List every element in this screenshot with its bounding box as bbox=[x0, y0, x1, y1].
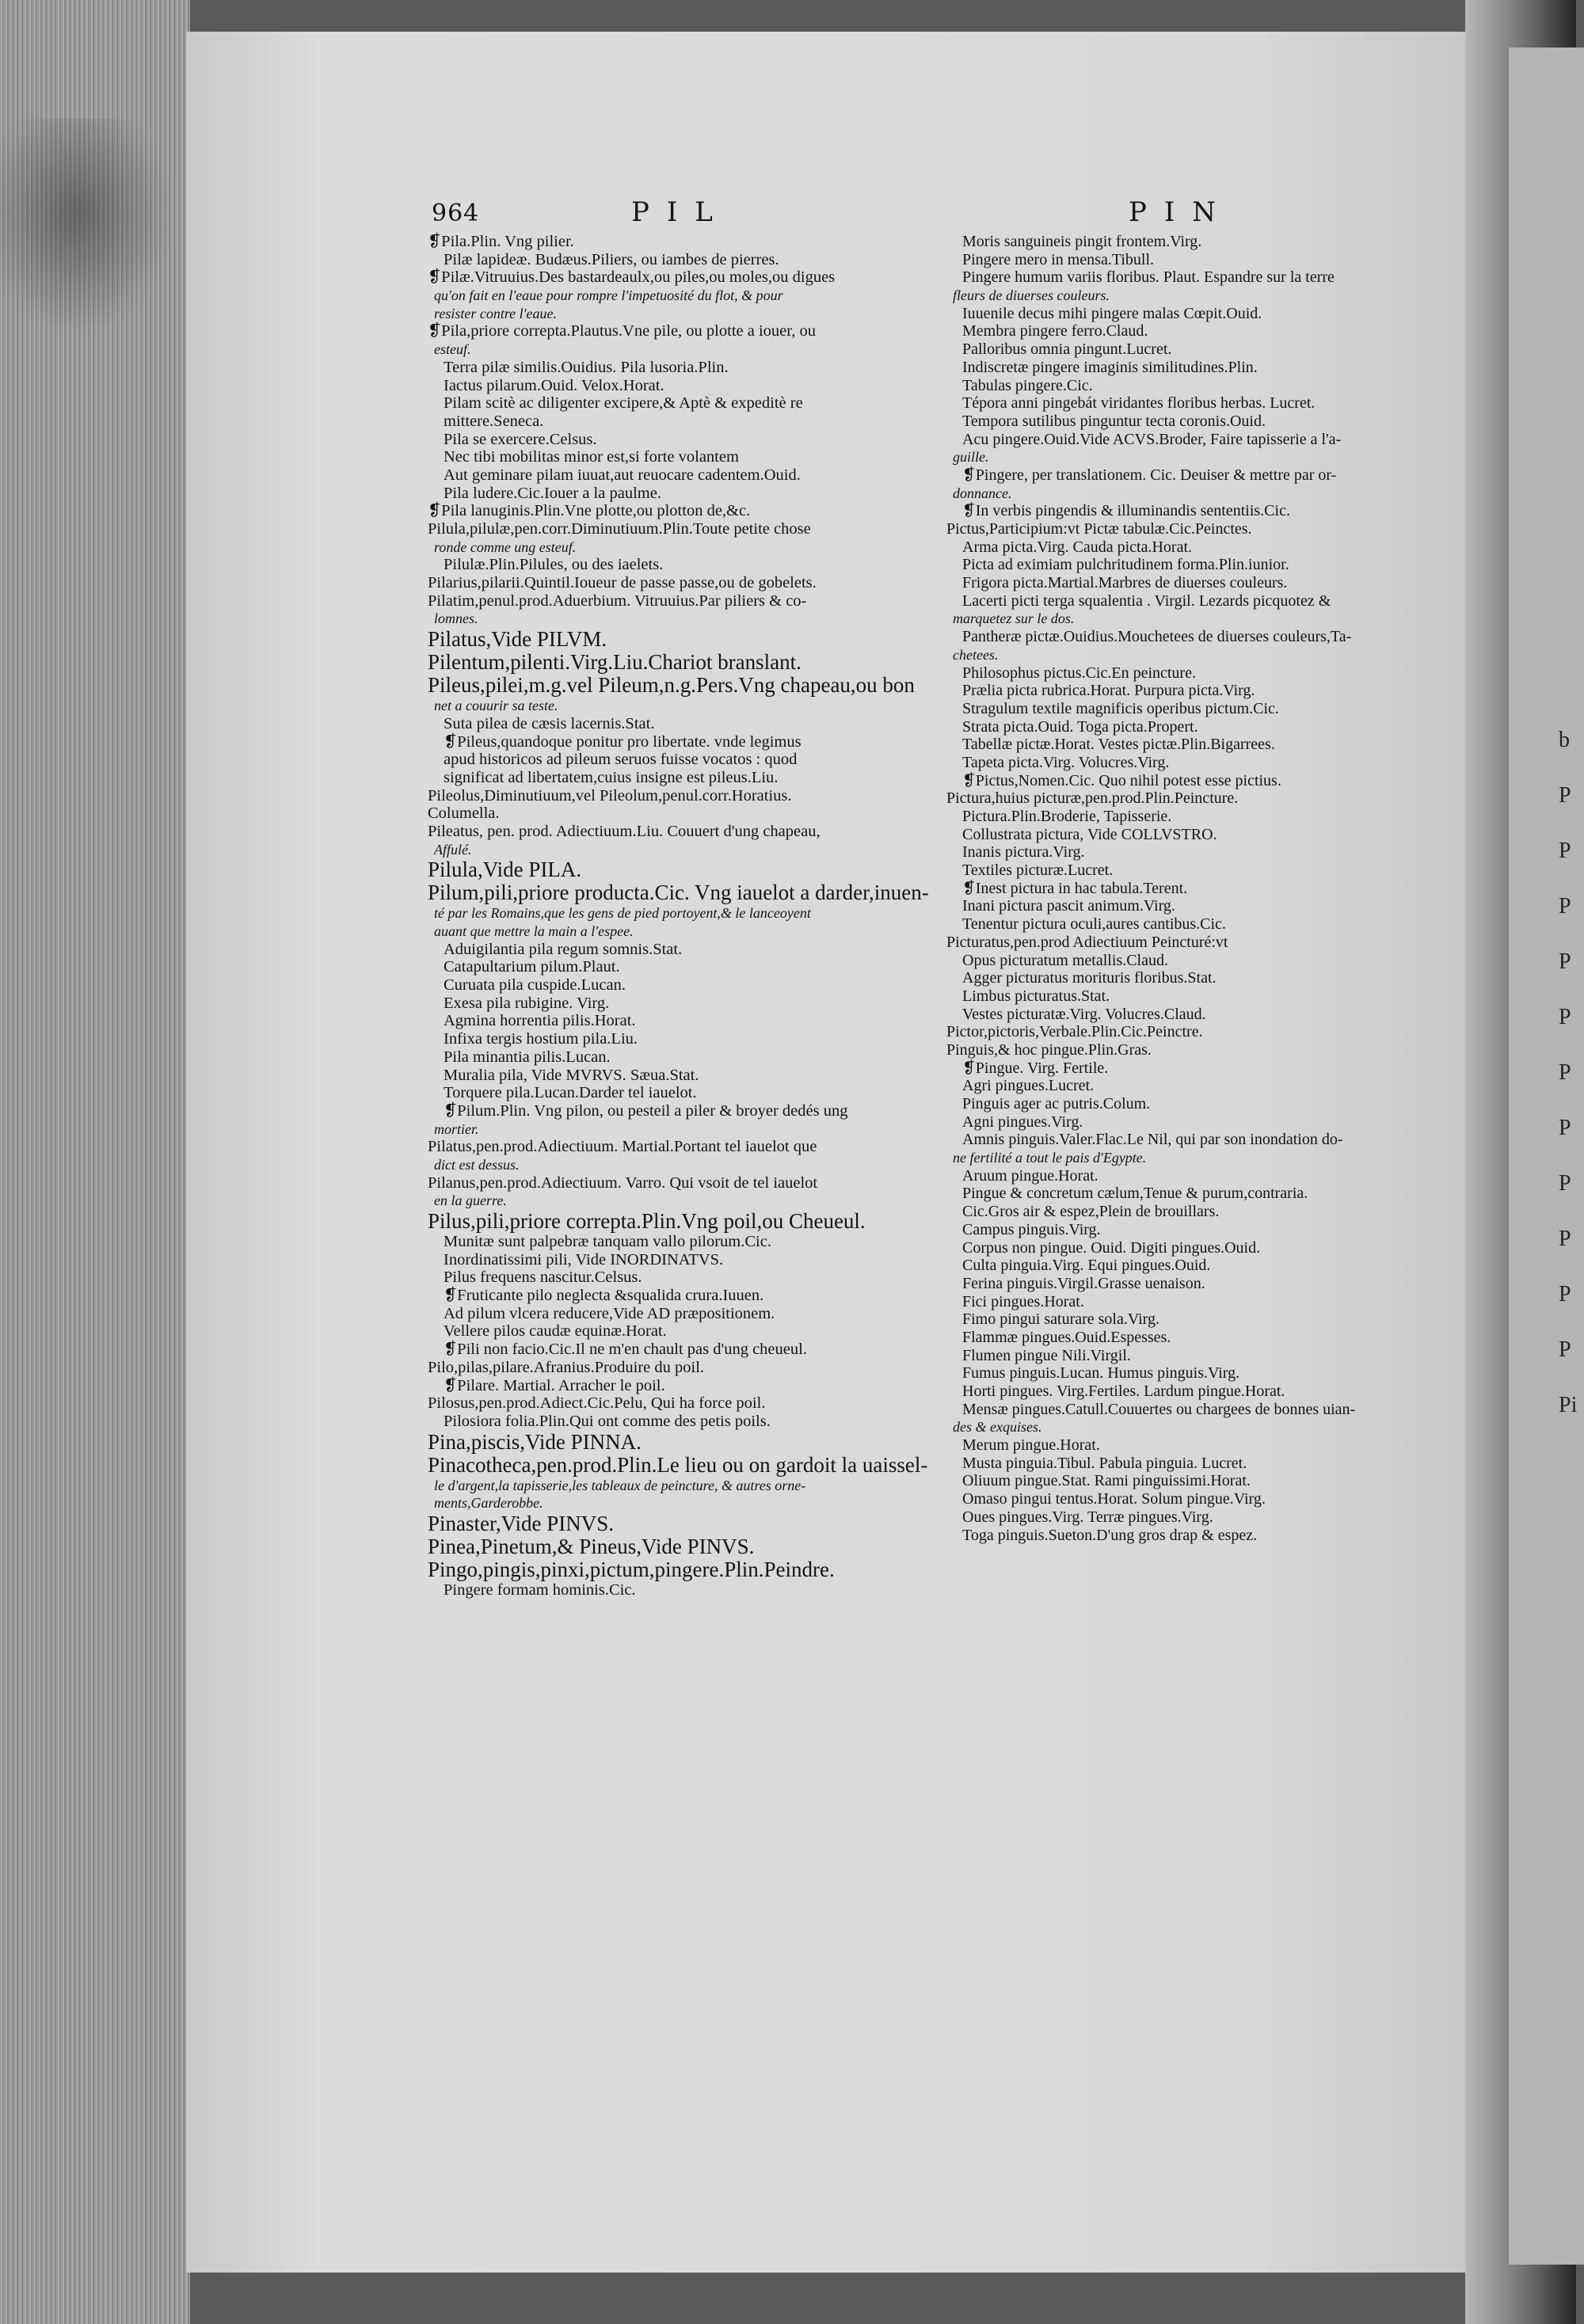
dictionary-line: Picta ad eximiam pulchritudinem forma.Plin.iunior. bbox=[962, 556, 1289, 574]
running-header bbox=[432, 196, 1382, 231]
dictionary-line: le d'argent,la tapisserie,les tableaux de peincture, & autres orne- bbox=[434, 1477, 806, 1493]
dictionary-line: guille. bbox=[953, 449, 989, 466]
dictionary-line: Pilanus,pen.prod.Adiectiuum. Varro. Qui vsoit de tel iauelot bbox=[428, 1173, 818, 1192]
dictionary-line: Pilam scitè ac diligenter excipere,& Aptè & expeditè re bbox=[444, 394, 803, 413]
dictionary-line: Pilus,pili,priore correpta.Plin.Vng poil,ou Cheueul. bbox=[428, 1209, 866, 1233]
facing-page-letter: P bbox=[1559, 1005, 1571, 1029]
dictionary-line: auant que mettre la main a l'espee. bbox=[434, 923, 634, 939]
dictionary-line: Philosophus pictus.Cic.En peincture. bbox=[962, 664, 1196, 682]
dictionary-line: donnance. bbox=[953, 485, 1012, 501]
dictionary-line: dict est dessus. bbox=[434, 1156, 520, 1173]
dictionary-line: Infixa tergis hostium pila.Liu. bbox=[444, 1030, 638, 1048]
dictionary-line: Torquere pila.Lucan.Darder tel iauelot. bbox=[444, 1084, 697, 1102]
dictionary-line: Pinea,Pinetum,& Pineus,Vide PINVS. bbox=[428, 1534, 755, 1558]
dictionary-line: Pinaster,Vide PINVS. bbox=[428, 1511, 615, 1535]
dictionary-line: Horti pingues. Virg.Fertiles. Lardum pingue.Horat. bbox=[962, 1383, 1285, 1400]
dictionary-line: ❡Pingere, per translationem. Cic. Deuiser & mettre par or- bbox=[962, 466, 1337, 484]
dictionary-line: Omaso pingui tentus.Horat. Solum pingue.Virg. bbox=[962, 1490, 1266, 1508]
dictionary-line: Pileus,pilei,m.g.vel Pileum,n.g.Pers.Vng chapeau,ou bon bbox=[428, 673, 915, 698]
dictionary-line: ❡Pingue. Virg. Fertile. bbox=[962, 1059, 1109, 1077]
header-left-guide: PIL bbox=[631, 196, 730, 228]
dictionary-line: mittere.Seneca. bbox=[444, 412, 544, 430]
dictionary-line: Aut geminare pilam iuuat,aut reuocare cadentem.Ouid. bbox=[444, 466, 801, 484]
dictionary-line: Pingo,pingis,pinxi,pictum,pingere.Plin.Peindre. bbox=[428, 1557, 835, 1581]
dictionary-line: Pictura.Plin.Broderie, Tapisserie. bbox=[962, 808, 1172, 825]
facing-page-letter: P bbox=[1559, 894, 1571, 919]
facing-page-letter: P bbox=[1559, 1116, 1571, 1140]
dictionary-line: Pileatus, pen. prod. Adiectiuum.Liu. Couuert d'ung chapeau, bbox=[428, 822, 821, 840]
dictionary-line: Pila ludere.Cic.Iouer a la paulme. bbox=[444, 484, 661, 502]
dictionary-line: Pilum,pili,priore producta.Cic. Vng iauelot a darder,inuen- bbox=[428, 881, 929, 905]
dictionary-line: Frigora picta.Martial.Marbres de diuerses couleurs. bbox=[962, 574, 1288, 592]
dictionary-line: Mensæ pingues.Catull.Couuertes ou chargees de bonnes uian- bbox=[962, 1400, 1356, 1418]
dictionary-line: Fici pingues.Horat. bbox=[962, 1292, 1084, 1310]
dictionary-line: Vellere pilos caudæ equinæ.Horat. bbox=[444, 1322, 667, 1341]
dictionary-line: Inanis pictura.Virg. bbox=[962, 843, 1085, 862]
dictionary-line: Fimo pingui saturare sola.Virg. bbox=[962, 1310, 1159, 1329]
dictionary-line: Limbus picturatus.Stat. bbox=[962, 987, 1110, 1005]
dictionary-line: Pilatus,pen.prod.Adiectiuum. Martial.Portant tel iauelot que bbox=[428, 1138, 817, 1156]
dictionary-line: ❡Pilum.Plin. Vng pilon, ou pesteil a piler & broyer dedés ung bbox=[444, 1101, 848, 1120]
dictionary-line: Ferina pinguis.Virgil.Grasse uenaison. bbox=[962, 1274, 1205, 1292]
dictionary-line: ❡Pilare. Martial. Arracher le poil. bbox=[444, 1376, 665, 1394]
dictionary-line: Merum pingue.Horat. bbox=[962, 1436, 1100, 1455]
page-number: 964 bbox=[432, 200, 480, 227]
dictionary-line: Toga pinguis.Sueton.D'ung gros drap & espez. bbox=[962, 1526, 1258, 1544]
dictionary-line: Tépora anni pingebát viridantes floribus herbas. Lucret. bbox=[962, 394, 1316, 413]
dictionary-line: Tabulas pingere.Cic. bbox=[962, 376, 1093, 394]
dictionary-line: Picturatus,pen.prod Adiectiuum Peincturé:vt bbox=[946, 933, 1228, 951]
dictionary-line: Curuata pila cuspide.Lucan. bbox=[444, 976, 626, 995]
left-column bbox=[428, 233, 927, 1599]
facing-page-letter: P bbox=[1559, 1227, 1571, 1251]
dictionary-line: Tempora sutilibus pinguntur tecta coronis.Ouid. bbox=[962, 412, 1266, 430]
dictionary-line: Vestes picturatæ.Virg. Volucres.Claud. bbox=[962, 1005, 1206, 1023]
dictionary-line: Pileolus,Diminutiuum,vel Pileolum,penul.corr.Horatius. bbox=[428, 786, 792, 804]
dictionary-line: Flumen pingue Nili.Virgil. bbox=[962, 1346, 1131, 1364]
dictionary-line: Prælia picta rubrica.Horat. Purpura picta.Virg. bbox=[962, 682, 1255, 700]
dictionary-line: Pilula,Vide PILA. bbox=[428, 858, 582, 882]
dictionary-line: Palloribus omnia pingunt.Lucret. bbox=[962, 340, 1172, 359]
dictionary-line: Pilæ lapideæ. Budæus.Piliers, ou iambes de pierres. bbox=[444, 250, 779, 268]
dictionary-line: Pilus frequens nascitur.Celsus. bbox=[444, 1269, 642, 1287]
dictionary-line: Exesa pila rubigine. Virg. bbox=[444, 994, 610, 1012]
dictionary-line: Ad pilum vlcera reducere,Vide AD præpositionem. bbox=[444, 1304, 775, 1322]
dictionary-line: ❡Pileus,quandoque ponitur pro libertate. vnde legimus bbox=[444, 732, 802, 751]
dictionary-line: Strata picta.Ouid. Toga picta.Propert. bbox=[962, 717, 1198, 736]
dictionary-line: ronde comme ung esteuf. bbox=[434, 538, 577, 555]
dictionary-line: Pilarius,pilarii.Quintil.Ioueur de passe passe,ou de gobelets. bbox=[428, 574, 817, 592]
dictionary-line: Agni pingues.Virg. bbox=[962, 1113, 1083, 1131]
dictionary-line: Pinguis,& hoc pingue.Plin.Gras. bbox=[946, 1040, 1152, 1059]
dictionary-line: Acu pingere.Ouid.Vide ACVS.Broder, Faire tapisserie a l'a- bbox=[962, 430, 1342, 448]
dictionary-line: lomnes. bbox=[434, 610, 478, 627]
dictionary-line: Pilulæ.Plin.Pilules, ou des iaelets. bbox=[444, 556, 664, 574]
dictionary-line: Pingere formam hominis.Cic. bbox=[444, 1580, 636, 1599]
dictionary-line: ❡Pila,priore correpta.Plautus.Vne pile, ou plotte a iouer, ou bbox=[428, 322, 817, 340]
dictionary-line: Cic.Gros air & espez,Plein de brouillars. bbox=[962, 1203, 1220, 1221]
dictionary-line: Pilosiora folia.Plin.Qui ont comme des petis poils. bbox=[444, 1412, 771, 1430]
dictionary-line: Pictura,huius picturæ,pen.prod.Plin.Peincture. bbox=[946, 789, 1239, 808]
dictionary-line: ❡In verbis pingendis & illuminandis sententiis.Cic. bbox=[962, 502, 1290, 520]
dictionary-line: Agmina horrentia pilis.Horat. bbox=[444, 1012, 636, 1030]
dictionary-line: qu'on fait en l'eaue pour rompre l'impetuosité du flot, & pour bbox=[434, 287, 783, 304]
dictionary-line: Fumus pinguis.Lucan. Humus pinguis.Virg. bbox=[962, 1364, 1240, 1383]
facing-page-letter: b bbox=[1559, 728, 1570, 752]
dictionary-line: Muralia pila, Vide MVRVS. Sæua.Stat. bbox=[444, 1066, 699, 1084]
dictionary-line: Flammæ pingues.Ouid.Espesses. bbox=[962, 1328, 1171, 1346]
dictionary-line: Musta pinguia.Tibul. Pabula pinguia. Lucret. bbox=[962, 1454, 1247, 1472]
facing-page-letter: P bbox=[1559, 783, 1571, 808]
dictionary-line: Moris sanguineis pingit frontem.Virg. bbox=[962, 233, 1202, 250]
dictionary-line: ❡Pila lanuginis.Plin.Vne plotte,ou plotton de,&c. bbox=[428, 502, 751, 520]
dictionary-line: Pilosus,pen.prod.Adiect.Cic.Pelu, Qui ha force poil. bbox=[428, 1394, 766, 1413]
facing-page-letter: P bbox=[1559, 839, 1571, 863]
dictionary-line: Catapultarium pilum.Plaut. bbox=[444, 958, 620, 976]
dictionary-line: Pinacotheca,pen.prod.Plin.Le lieu ou on gardoit la uaissel- bbox=[428, 1452, 928, 1477]
dictionary-line: Aduigilantia pila regum somnis.Stat. bbox=[444, 940, 683, 958]
dictionary-line: té par les Romains,que les gens de pied portoyent,& le lanceoyent bbox=[434, 905, 811, 922]
dictionary-line: Tapeta picta.Virg. Volucres.Virg. bbox=[962, 753, 1170, 771]
dictionary-line: Pingue & concretum cælum,Tenue & purum,contraria. bbox=[962, 1185, 1308, 1203]
dictionary-line: Culta pinguia.Virg. Equi pingues.Ouid. bbox=[962, 1257, 1211, 1275]
dictionary-line: Agger picturatus morituris floribus.Stat. bbox=[962, 969, 1217, 987]
dictionary-line: Affulé. bbox=[434, 841, 472, 858]
dictionary-line: Membra pingere ferro.Claud. bbox=[962, 322, 1148, 340]
dictionary-line: Oliuum pingue.Stat. Rami pinguissimi.Horat. bbox=[962, 1472, 1251, 1490]
dictionary-line: ❡Pila.Plin. Vng pilier. bbox=[428, 233, 574, 250]
handwritten-margin-mark bbox=[0, 119, 190, 356]
dictionary-line: Stragulum textile magnificis operibus pictum.Cic. bbox=[962, 699, 1279, 717]
dictionary-line: Pilatim,penul.prod.Aduerbium. Vitruuius.Par piliers & co- bbox=[428, 591, 807, 610]
dictionary-line: Iuuenile decus mihi pingere malas Cœpit.Ouid. bbox=[962, 304, 1262, 322]
dictionary-line: Pila minantia pilis.Lucan. bbox=[444, 1048, 611, 1066]
dictionary-line: ❡Pictus,Nomen.Cic. Quo nihil potest esse pictius. bbox=[962, 771, 1281, 789]
dictionary-line: Munitæ sunt palpebræ tanquam vallo pilorum.Cic. bbox=[444, 1233, 771, 1250]
dictionary-line: Pilula,pilulæ,pen.corr.Diminutiuum.Plin.Toute petite chose bbox=[428, 520, 811, 538]
dictionary-line: Collustrata pictura, Vide COLLVSTRO. bbox=[962, 825, 1217, 843]
dictionary-line: en la guerre. bbox=[434, 1192, 507, 1209]
dictionary-line: significat ad libertatem,cuius insigne est pileus.Liu. bbox=[444, 768, 779, 786]
facing-page-letter: P bbox=[1559, 1171, 1571, 1196]
dictionary-line: Pilatus,Vide PILVM. bbox=[428, 627, 607, 652]
dictionary-line: Agri pingues.Lucret. bbox=[962, 1077, 1095, 1095]
dictionary-line: Suta pilea de cæsis lacernis.Stat. bbox=[444, 714, 655, 732]
dictionary-line: Nec tibi mobilitas minor est,si forte volantem bbox=[444, 448, 739, 466]
facing-page-letter: P bbox=[1559, 1337, 1571, 1362]
dictionary-line: Inani pictura pascit animum.Virg. bbox=[962, 897, 1175, 915]
dictionary-line: Amnis pinguis.Valer.Flac.Le Nil, qui par son inondation do- bbox=[962, 1131, 1343, 1149]
dictionary-line: Pictus,Participium:vt Pictæ tabulæ.Cic.Peinctes. bbox=[946, 520, 1252, 538]
dictionary-line: Inordinatissimi pili, Vide INORDINATVS. bbox=[444, 1250, 724, 1269]
dictionary-line: Indiscretæ pingere imaginis similitudines.Plin. bbox=[962, 358, 1258, 376]
dictionary-line: mortier. bbox=[434, 1120, 479, 1137]
dictionary-line: chetees. bbox=[953, 646, 999, 663]
dictionary-line: apud historicos ad pileum seruos fuisse vocatos : quod bbox=[444, 751, 798, 769]
dictionary-line: ❡Inest pictura in hac tabula.Terent. bbox=[962, 879, 1188, 897]
dictionary-line: net a couurir sa teste. bbox=[434, 698, 558, 714]
dictionary-line: Pila se exercere.Celsus. bbox=[444, 430, 597, 448]
dictionary-line: Textiles picturæ.Lucret. bbox=[962, 862, 1114, 880]
dictionary-line: Oues pingues.Virg. Terræ pingues.Virg. bbox=[962, 1508, 1213, 1526]
dictionary-line: Pinguis ager ac putris.Colum. bbox=[962, 1095, 1151, 1113]
dictionary-line: Terra pilæ similis.Ouidius. Pila lusoria.Plin. bbox=[444, 358, 729, 376]
dictionary-line: Pingere mero in mensa.Tibull. bbox=[962, 250, 1155, 268]
dictionary-line: Campus pinguis.Virg. bbox=[962, 1220, 1101, 1238]
dictionary-line: Pingere humum variis floribus. Plaut. Espandre sur la terre bbox=[962, 268, 1335, 287]
dictionary-line: Arma picta.Virg. Cauda picta.Horat. bbox=[962, 538, 1192, 556]
facing-page-letters bbox=[1559, 713, 1577, 1433]
dictionary-line: Lacerti picti terga squalentia . Virgil. Lezards picquotez & bbox=[962, 591, 1331, 610]
facing-page-letter: P bbox=[1559, 1282, 1571, 1307]
facing-page-letter: P bbox=[1559, 1060, 1571, 1085]
right-column bbox=[946, 233, 1406, 1544]
header-right-guide: PIN bbox=[1129, 196, 1234, 228]
facing-page-letter: Pi bbox=[1559, 1393, 1578, 1417]
dictionary-line: Aruum pingue.Horat. bbox=[962, 1166, 1099, 1185]
dictionary-line: Tenentur pictura oculi,aures cantibus.Cic. bbox=[962, 915, 1226, 934]
dictionary-line: des & exquises. bbox=[953, 1419, 1042, 1436]
dictionary-line: marquetez sur le dos. bbox=[953, 610, 1075, 627]
dictionary-line: Pictor,pictoris,Verbale.Plin.Cic.Peinctre. bbox=[946, 1023, 1203, 1041]
facing-page-letter: P bbox=[1559, 949, 1571, 974]
dictionary-line: ❡Fruticante pilo neglecta &squalida crura.Iuuen. bbox=[444, 1287, 764, 1305]
dictionary-line: Pantheræ pictæ.Ouidius.Mouchetees de diuerses couleurs,Ta- bbox=[962, 628, 1352, 646]
dictionary-line: resister contre l'eaue. bbox=[434, 305, 557, 321]
dictionary-line: ❡Pili non facio.Cic.Il ne m'en chault pas d'ung cheueul. bbox=[444, 1341, 807, 1359]
dictionary-line: Columella. bbox=[428, 804, 500, 823]
dictionary-line: ments,Garderobbe. bbox=[434, 1495, 543, 1512]
dictionary-line: esteuf. bbox=[434, 341, 471, 358]
dictionary-line: Pina,piscis,Vide PINNA. bbox=[428, 1429, 642, 1454]
dictionary-line: Tabellæ pictæ.Horat. Vestes pictæ.Plin.Bigarrees. bbox=[962, 736, 1275, 754]
dictionary-line: fleurs de diuerses couleurs. bbox=[953, 287, 1110, 304]
dictionary-line: ❡Pilæ.Vitruuius.Des bastardeaulx,ou piles,ou moles,ou digues bbox=[428, 268, 836, 287]
dictionary-line: Pilo,pilas,pilare.Afranius.Produire du poil. bbox=[428, 1358, 705, 1376]
dictionary-line: Opus picturatum metallis.Claud. bbox=[962, 951, 1168, 969]
dictionary-line: ne fertilité a tout le pais d'Egypte. bbox=[953, 1150, 1147, 1166]
dictionary-line: Corpus non pingue. Ouid. Digiti pingues.Ouid. bbox=[962, 1238, 1261, 1257]
dictionary-line: Iactus pilarum.Ouid. Velox.Horat. bbox=[444, 376, 664, 394]
dictionary-line: Pilentum,pilenti.Virg.Liu.Chariot branslant. bbox=[428, 650, 802, 675]
